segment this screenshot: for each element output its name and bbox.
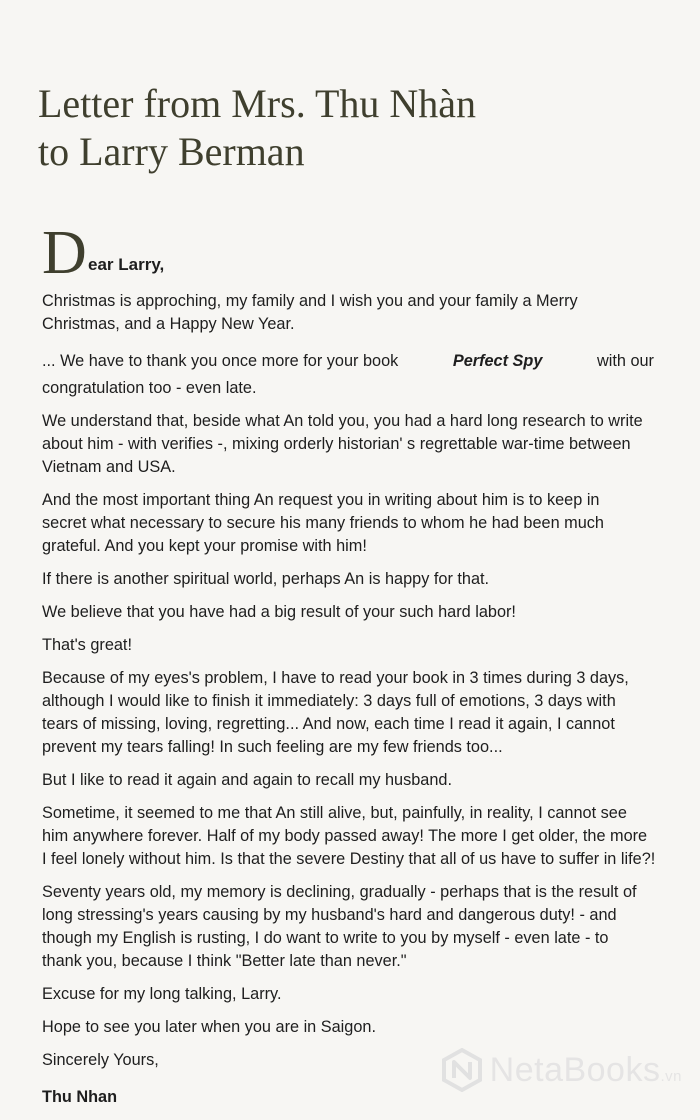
book-title: Perfect Spy (452, 352, 543, 370)
paragraph-greeting (42, 290, 654, 336)
text-line: although I would like to finish it immediately: 3 days full of emotions, 3 days with (42, 692, 616, 710)
text-line: Sincerely Yours, (42, 1051, 159, 1069)
paragraph-promise (42, 489, 654, 558)
text-segment: with our (596, 352, 654, 370)
paragraph-result (42, 601, 654, 624)
drop-cap: D (42, 219, 87, 287)
paragraph-excuse (42, 983, 654, 1006)
text-line: thank you, because I think "Better late than never." (42, 952, 407, 970)
watermark-brand: NetaBooks (489, 1050, 661, 1089)
title-line-2: to Larry Berman (38, 129, 305, 174)
text-line: secret what necessary to secure his many friends to whom he had been much (42, 514, 604, 532)
netabooks-logo-icon (440, 1048, 484, 1092)
text-line: about him - with verifies -, mixing orderly historian' s regrettable war-time between (42, 435, 631, 453)
text-line: We understand that, beside what An told you, you had a hard long research to write (42, 412, 643, 430)
text-line: Christmas, and a Happy New Year. (42, 315, 295, 333)
page-title (38, 80, 658, 176)
paragraph-research (42, 410, 654, 479)
text-line: tears of missing, loving, regretting... And now, each time I read it again, I cannot (42, 715, 615, 733)
text-line: We believe that you have had a big result of your such hard labor! (42, 603, 516, 621)
text-line: Christmas is approching, my family and I wish you and your family a Merry (42, 292, 578, 310)
text-line: though my English is rusting, I do want to write to you by myself - even late - to (42, 929, 609, 947)
letter-body (42, 290, 654, 1119)
text-line: long stressing's years causing by my husband's hard and dangerous duty! - and (42, 906, 617, 924)
paragraph-hope (42, 1016, 654, 1039)
signature: Thu Nhan (42, 1088, 118, 1106)
text-segment: ... We have to thank you once more for your book (42, 352, 399, 370)
paragraph-eyes (42, 667, 654, 759)
text-line: him anywhere forever. Half of my body passed away! The more I get older, the more (42, 827, 648, 845)
text-line: But I like to read it again and again to recall my husband. (42, 771, 452, 789)
watermark-suffix: .vn (660, 1067, 682, 1085)
paragraph-spiritual (42, 568, 654, 591)
title-line-1: Letter from Mrs. Thu Nhàn (38, 81, 477, 126)
paragraph-alive (42, 802, 654, 871)
text-line: Excuse for my long talking, Larry. (42, 985, 282, 1003)
text-line: Vietnam and USA. (42, 458, 176, 476)
text-line: If there is another spiritual world, perhaps An is happy for that. (42, 570, 490, 588)
text-line: congratulation too - even late. (42, 379, 257, 397)
text-line: grateful. And you kept your promise with him! (42, 537, 367, 555)
text-line: prevent my tears falling! In such feeling are my few friends too... (42, 738, 503, 756)
text-line: Because of my eyes's problem, I have to read your book in 3 times during 3 days, (42, 669, 629, 687)
text-line-justified (42, 350, 654, 373)
watermark-text (490, 1051, 682, 1090)
paragraph-great (42, 634, 654, 657)
paragraph-thanks (42, 350, 654, 400)
paragraph-recall (42, 769, 654, 792)
text-line: And the most important thing An request you in writing about him is to keep in (42, 491, 600, 509)
text-line: That's great! (42, 636, 132, 654)
salutation-text: ear Larry, (88, 255, 165, 274)
text-line: Hope to see you later when you are in Saigon. (42, 1018, 376, 1036)
text-line: I feel lonely without him. Is that the severe Destiny that all of us have to suffer in life?! (42, 850, 656, 868)
paragraph-memory (42, 881, 654, 973)
watermark (440, 1048, 682, 1092)
text-line: Sometime, it seemed to me that An still alive, but, painfully, in reality, I cannot see (42, 804, 627, 822)
text-line: Seventy years old, my memory is declining, gradually - perhaps that is the result of (42, 883, 637, 901)
